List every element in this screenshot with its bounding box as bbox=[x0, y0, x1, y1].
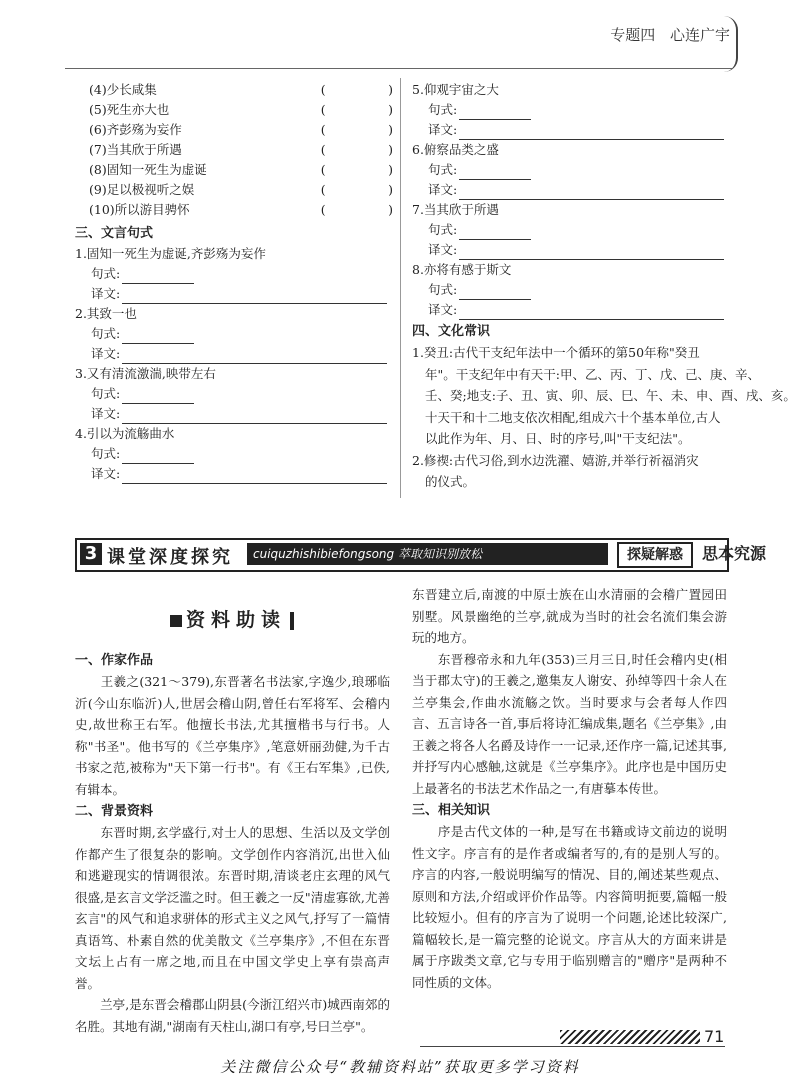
pattern-blank bbox=[122, 329, 194, 344]
sentence-question: 5.仰观宇宙之大 bbox=[412, 82, 499, 97]
pattern-blank bbox=[459, 105, 531, 120]
culture-line: 2.修禊:古代习俗,到水边洗濯、嬉游,并举行祈福消灾 bbox=[412, 452, 699, 468]
sentence-question: 1.固知一死生为虚诞,齐彭殇为妄作 bbox=[75, 246, 266, 261]
left-top-column bbox=[75, 80, 393, 484]
translation-label: 译文: bbox=[428, 302, 458, 317]
sentence-pattern-row bbox=[412, 100, 727, 120]
page-number: 71 bbox=[700, 1027, 728, 1046]
vocab-paren: ( ) bbox=[320, 122, 393, 137]
sentence-pattern-row bbox=[412, 220, 727, 240]
vocab-item bbox=[75, 160, 393, 180]
pattern-label: 句式: bbox=[428, 162, 458, 177]
square-icon bbox=[170, 615, 182, 627]
banner-tag-tanyi: 探疑解惑 bbox=[617, 542, 693, 568]
translation-row bbox=[75, 464, 393, 484]
banner-tag-siben: 思本究源 bbox=[702, 544, 767, 563]
heading-related: 三、相关知识 bbox=[412, 803, 491, 818]
section-title: 心连广宇 bbox=[669, 26, 730, 44]
culture-line: 1.癸丑:古代干支纪年法中一个循环的第50年称"癸丑 bbox=[412, 345, 700, 360]
banner-number: 3 bbox=[80, 543, 102, 565]
culture-line: 以此作为年、月、日、时的序号,叫"干支纪法"。 bbox=[425, 431, 691, 446]
section-heading-4: 四、文化常识 bbox=[412, 324, 491, 339]
vocab-paren: ( ) bbox=[320, 102, 393, 117]
vocab-paren: ( ) bbox=[320, 202, 393, 217]
ziliao-text: 资料助读 bbox=[186, 609, 287, 631]
footer-rule bbox=[420, 1046, 725, 1047]
pattern-label: 句式: bbox=[91, 326, 121, 341]
vocab-item bbox=[75, 180, 393, 200]
pattern-blank bbox=[459, 285, 531, 300]
sentence-question: 3.又有清流激湍,映带左右 bbox=[75, 366, 216, 381]
para-author: 王羲之(321～379),东晋著名书法家,字逸少,琅琊临沂(今山东临沂)人,世居会稽山阴,曾任右军将军、会稽内史,故世称王右军。他擅长书法,尤其擅楷书与行书。人称"书圣"。他书写的《兰亭集序》,笔意妍丽劲健,为千古书家之范,被称为"天下第一行书"。有《王右军集》,已佚,有辑本。 bbox=[75, 674, 390, 797]
pattern-label: 句式: bbox=[91, 266, 121, 281]
translation-blank bbox=[459, 305, 724, 320]
pattern-blank bbox=[122, 389, 194, 404]
vocab-text: (9)足以极视听之娱 bbox=[89, 182, 195, 197]
section-banner bbox=[75, 538, 767, 572]
vocab-item bbox=[75, 80, 393, 100]
vocab-item bbox=[75, 120, 393, 140]
translation-blank bbox=[122, 469, 387, 484]
column-divider bbox=[400, 78, 401, 498]
translation-label: 译文: bbox=[428, 242, 458, 257]
pattern-blank bbox=[122, 269, 194, 284]
sentence-question: 7.当其欣于所遇 bbox=[412, 202, 499, 217]
vocab-paren: ( ) bbox=[320, 162, 393, 177]
translation-row bbox=[412, 120, 727, 140]
vocab-item bbox=[75, 200, 393, 220]
vocab-text: (4)少长咸集 bbox=[89, 82, 157, 97]
pattern-label: 句式: bbox=[428, 222, 458, 237]
page-header bbox=[610, 24, 730, 45]
header-brace bbox=[724, 16, 738, 72]
bar-icon bbox=[290, 612, 294, 630]
sentence-pattern-row bbox=[75, 384, 393, 404]
translation-blank bbox=[122, 289, 387, 304]
translation-blank bbox=[459, 125, 724, 140]
section-heading-3: 三、文言句式 bbox=[75, 226, 154, 241]
pattern-label: 句式: bbox=[428, 282, 458, 297]
right-bottom-column bbox=[412, 584, 727, 993]
footer-note: 关注微信公众号“教辅资料站”获取更多学习资料 bbox=[220, 1058, 580, 1076]
vocab-paren: ( ) bbox=[320, 82, 393, 97]
translation-blank bbox=[459, 185, 724, 200]
pattern-blank bbox=[459, 225, 531, 240]
sentence-question: 4.引以为流觞曲水 bbox=[75, 426, 175, 441]
vocab-paren: ( ) bbox=[320, 142, 393, 157]
right-top-column bbox=[412, 80, 796, 493]
vocab-text: (8)固知一死生为虚诞 bbox=[89, 162, 207, 177]
vocab-text: (7)当其欣于所遇 bbox=[89, 142, 182, 157]
sentence-pattern-row bbox=[75, 264, 393, 284]
pattern-label: 句式: bbox=[91, 386, 121, 401]
vocab-text: (5)死生亦大也 bbox=[89, 102, 170, 117]
translation-row bbox=[75, 284, 393, 304]
vocab-paren: ( ) bbox=[320, 182, 393, 197]
sentence-question: 8.亦将有感于斯文 bbox=[412, 262, 512, 277]
sentence-question: 6.俯察品类之盛 bbox=[412, 142, 499, 157]
translation-label: 译文: bbox=[91, 346, 121, 361]
para-lanting: 兰亭,是东晋会稽郡山阴县(今浙江绍兴市)城西南郊的名胜。其地有湖,"湖南有天柱山,湖口有亭,号曰兰亭"。 bbox=[75, 997, 390, 1034]
translation-row bbox=[75, 344, 393, 364]
pattern-label: 句式: bbox=[91, 446, 121, 461]
translation-blank bbox=[122, 349, 387, 364]
translation-row bbox=[75, 404, 393, 424]
para-background: 东晋时期,玄学盛行,对士人的思想、生活以及文学创作都产生了很复杂的影响。文学创作内容消沉,出世入仙和逃避现实的情调很浓。东晋时期,清谈老庄玄理的风气很盛,是玄言文学泛滥之时。但王羲之一反"清虚寡欲,尤善玄言"的风气和追求骈体的形式主义之风气,抒写了一篇情真语笃、朴素自然的优美散文《兰亭集序》,不但在东晋文坛上占有一席之地,而且在中国文学史上享有崇高声誉。 bbox=[75, 825, 390, 991]
pattern-label: 句式: bbox=[428, 102, 458, 117]
vocab-text: (10)所以游目骋怀 bbox=[89, 202, 190, 217]
sentence-pattern-row bbox=[412, 280, 727, 300]
vocab-item bbox=[75, 100, 393, 120]
banner-title: 课堂深度探究 bbox=[107, 547, 233, 568]
para-gathering: 东晋穆帝永和九年(353)三月三日,时任会稽内史(相当于郡太守)的王羲之,邀集友人谢安、孙绰等四十余人在兰亭集会,作曲水流觞之饮。当时要求与会者每人作四言、五言诗各一首,事后将诗汇编成集,题名《兰亭集》,由王羲之将各人名爵及诗作一一记录,还作序一篇,记述其事,并抒写内心感触,这就是《兰亭集序》。此序也是中国历史上最著名的书法艺术作品之一,有唐摹本传世。 bbox=[412, 651, 727, 796]
header-rule bbox=[65, 68, 732, 69]
sentence-question: 2.其致一也 bbox=[75, 306, 137, 321]
heading-background: 二、背景资料 bbox=[75, 804, 154, 819]
translation-blank bbox=[122, 409, 387, 424]
translation-label: 译文: bbox=[428, 122, 458, 137]
vocab-item bbox=[75, 140, 393, 160]
translation-label: 译文: bbox=[91, 286, 121, 301]
culture-line: 壬、癸;地支:子、丑、寅、卯、辰、巳、午、未、申、酉、戌、亥。 bbox=[425, 388, 796, 403]
banner-strip: cuiquzhishibiefongsong 萃取知识别放松 bbox=[247, 543, 608, 565]
translation-row bbox=[412, 180, 727, 200]
translation-blank bbox=[459, 245, 724, 260]
culture-line: 年"。干支纪年中有天干:甲、乙、丙、丁、戊、己、庚、辛、 bbox=[425, 366, 760, 382]
left-bottom-column bbox=[75, 651, 390, 1037]
pattern-blank bbox=[122, 449, 194, 464]
sentence-pattern-row bbox=[75, 444, 393, 464]
para-preface: 序是古代文体的一种,是写在书籍或诗文前边的说明性文字。序言有的是作者或编者写的,有的是别人写的。序言的内容,一般说明编写的情况、目的,阐述某些观点、原则和方法,介绍或评价作品等。内容简明扼要,篇幅一般比较短小。但有的序言为了说明一个问题,论述比较深广,篇幅较长,是一篇完整的论说文。序言从大的方面来讲是属于序跋类文章,它与专用于临别赠言的"赠序"是两种不同性质的文体。 bbox=[412, 824, 727, 990]
translation-label: 译文: bbox=[91, 406, 121, 421]
pattern-blank bbox=[459, 165, 531, 180]
vocab-text: (6)齐彭殇为妄作 bbox=[89, 122, 182, 137]
translation-row bbox=[412, 300, 727, 320]
culture-line: 十天干和十二地支依次相配,组成六十个基本单位,古人 bbox=[425, 409, 721, 425]
translation-label: 译文: bbox=[91, 466, 121, 481]
para-eastjin: 东晋建立后,南渡的中原士族在山水清丽的会稽广置园田别墅。风景幽绝的兰亭,就成为当时的社会名流们集会游玩的地方。 bbox=[412, 587, 727, 645]
heading-author: 一、作家作品 bbox=[75, 653, 154, 668]
culture-line: 的仪式。 bbox=[425, 474, 476, 489]
ziliao-title bbox=[170, 605, 294, 632]
translation-row bbox=[412, 240, 727, 260]
section-label: 专题四 bbox=[610, 26, 656, 44]
translation-label: 译文: bbox=[428, 182, 458, 197]
sentence-pattern-row bbox=[412, 160, 727, 180]
sentence-pattern-row bbox=[75, 324, 393, 344]
